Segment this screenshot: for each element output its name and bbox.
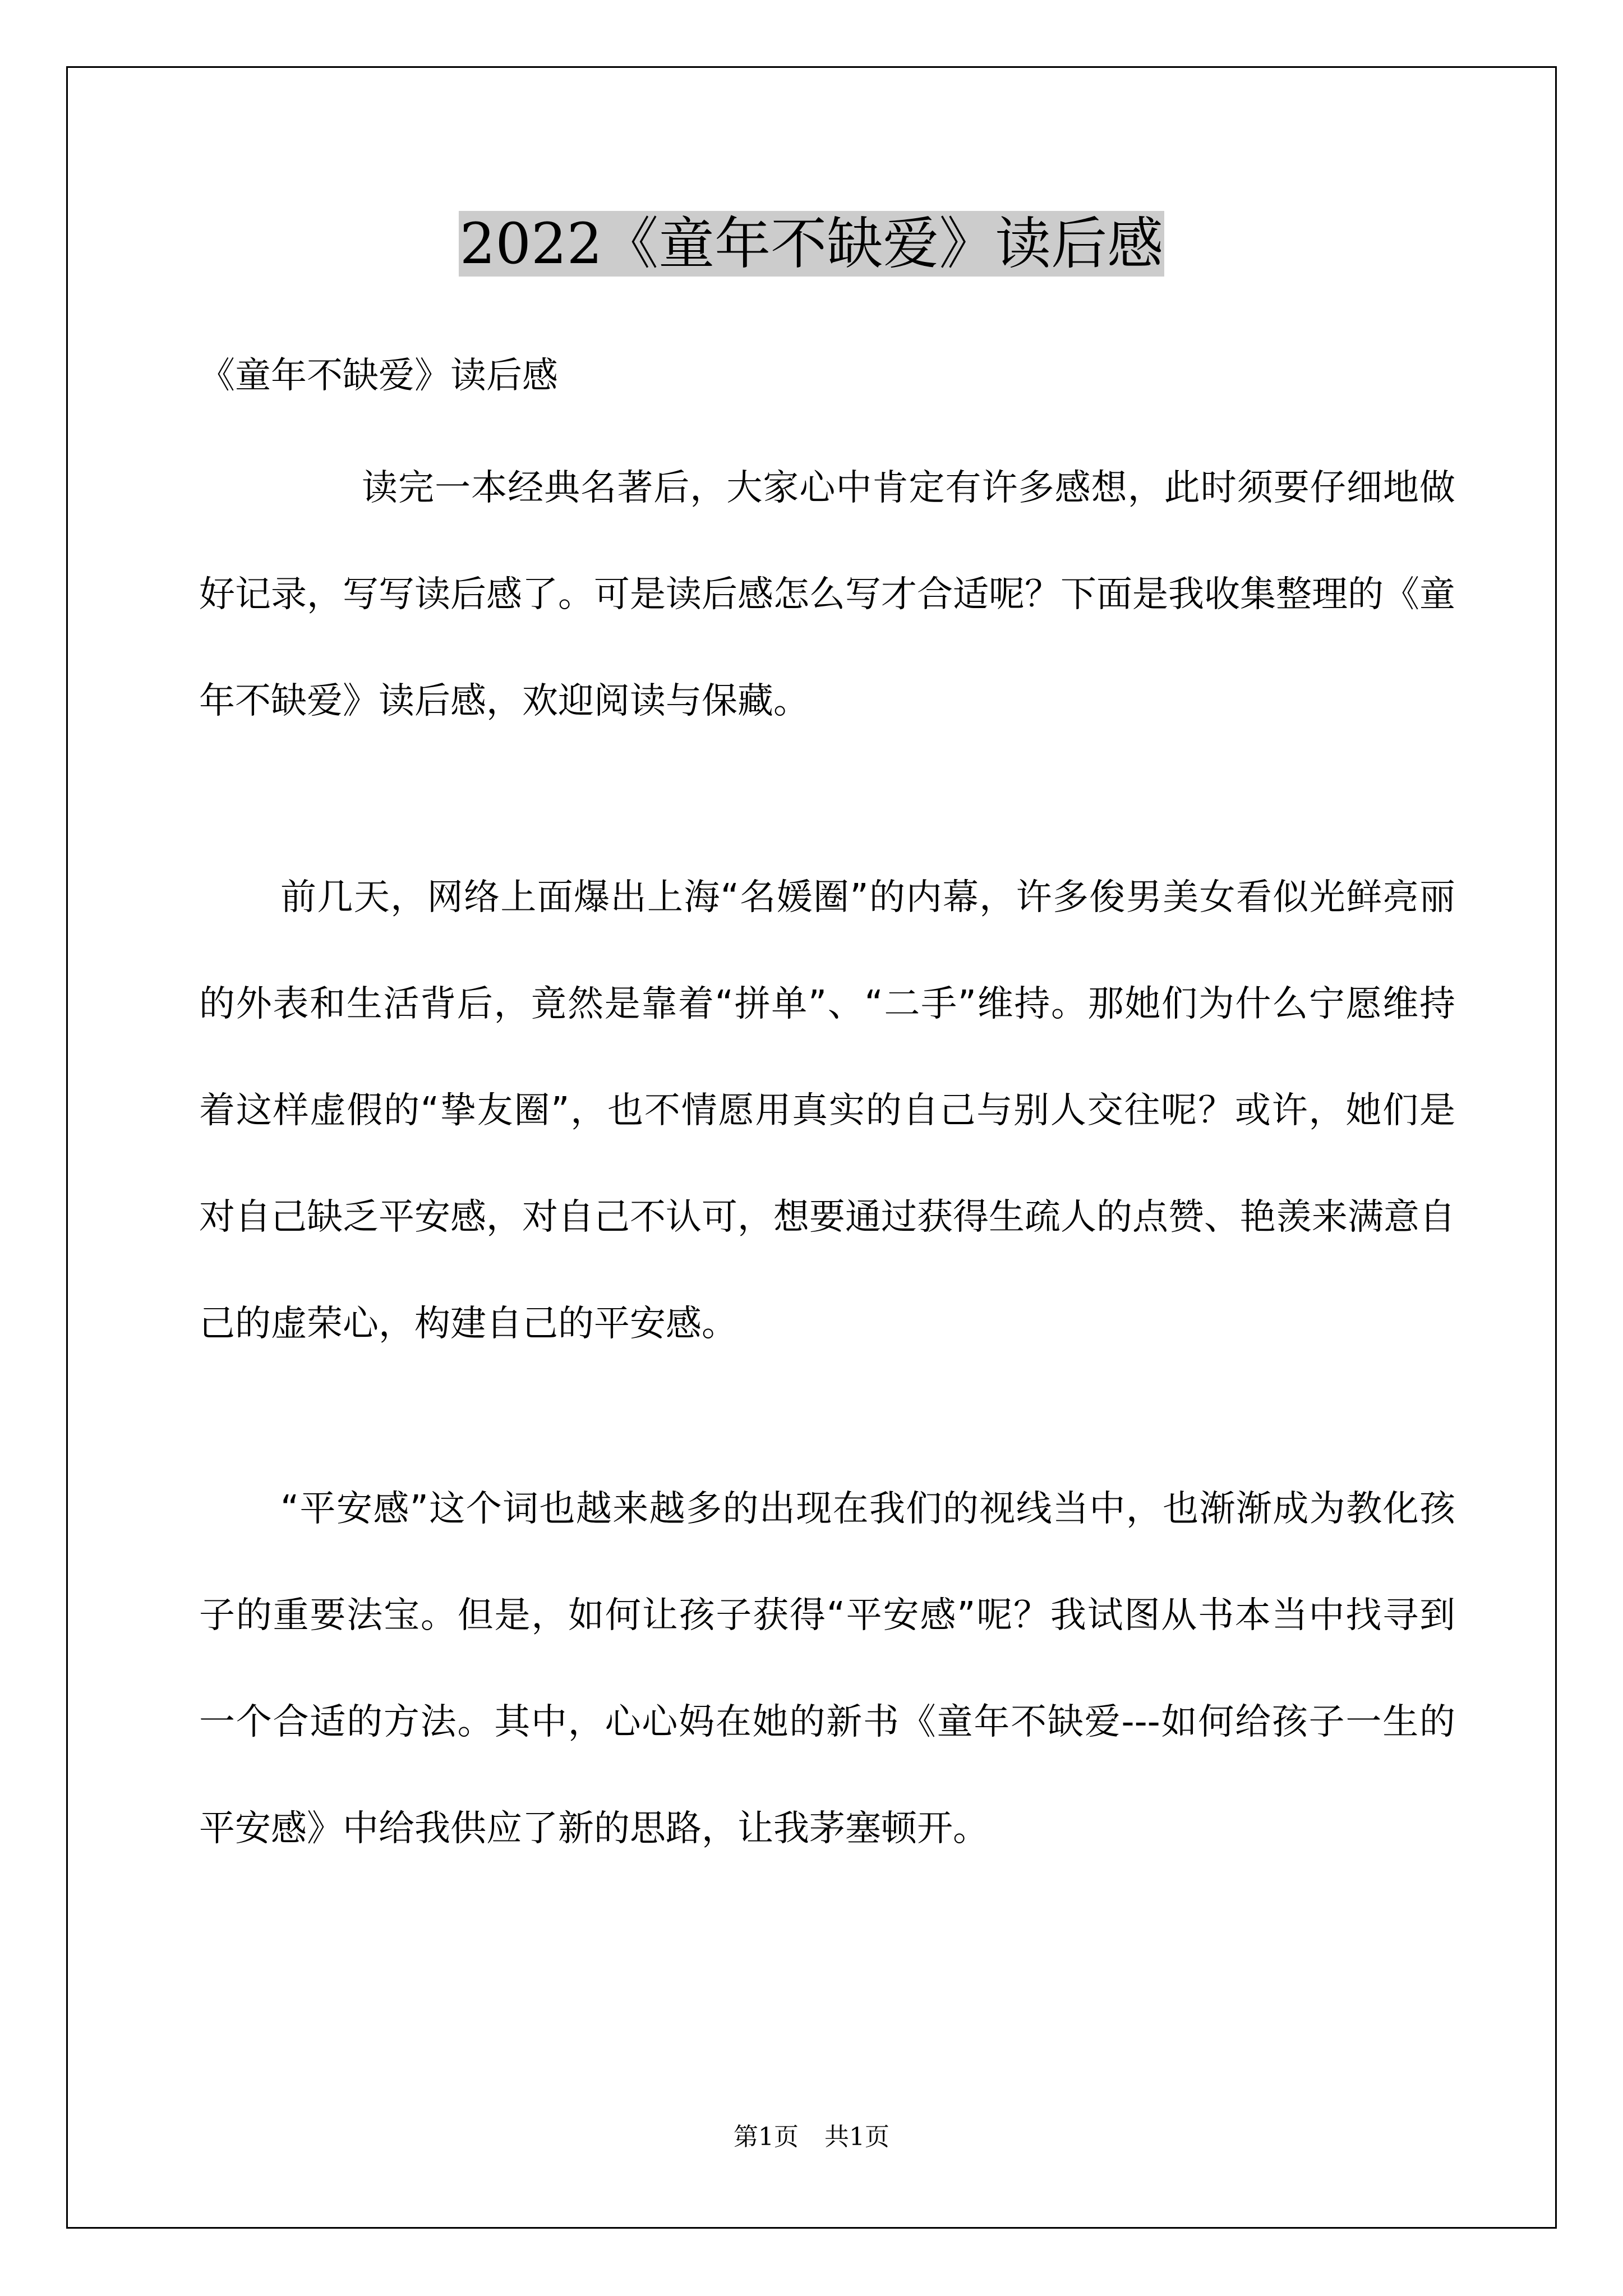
paragraph-intro: 读完一本经典名著后，大家心中肯定有许多感想，此时须要仔细地做好记录，写写读后感了。可是读后感怎么写才合适呢？下面是我收集整理的《童年不缺爱》读后感，欢迎阅读与保藏。	[199, 467, 1455, 722]
document-subtitle: 《童年不缺爱》读后感	[199, 355, 558, 397]
document-title-text: 2022《童年不缺爱》读后感	[459, 211, 1164, 277]
page-footer	[0, 2120, 1623, 2154]
page-number-current: 第1页	[734, 2123, 799, 2151]
paragraph-body-2: “平安感”这个词也越来越多的出现在我们的视线当中，也渐渐成为教化孩子的重要法宝。但是，如何让孩子获得“平安感”呢？我试图从书本当中找寻到一个合适的方法。其中，心心妈在她的新书《童年不缺爱---如何给孩子一生的平安感》中给我供应了新的思路，让我茅塞顿开。	[199, 1488, 1455, 1849]
paragraph-body-1: 前几天，网络上面爆出上海“名媛圈”的内幕，许多俊男美女看似光鲜亮丽的外表和生活背后，竟然是靠着“拼单”、“二手”维持。那她们为什么宁愿维持着这样虚假的“挚友圈”，也不情愿用真实的自己与别人交往呢？或许，她们是对自己缺乏平安感，对自己不认可，想要通过获得生疏人的点赞、艳羡来满意自己的虚荣心，构建自己的平安感。	[199, 877, 1455, 1345]
page-number-total: 共1页	[824, 2123, 889, 2151]
document-title	[0, 202, 1623, 286]
